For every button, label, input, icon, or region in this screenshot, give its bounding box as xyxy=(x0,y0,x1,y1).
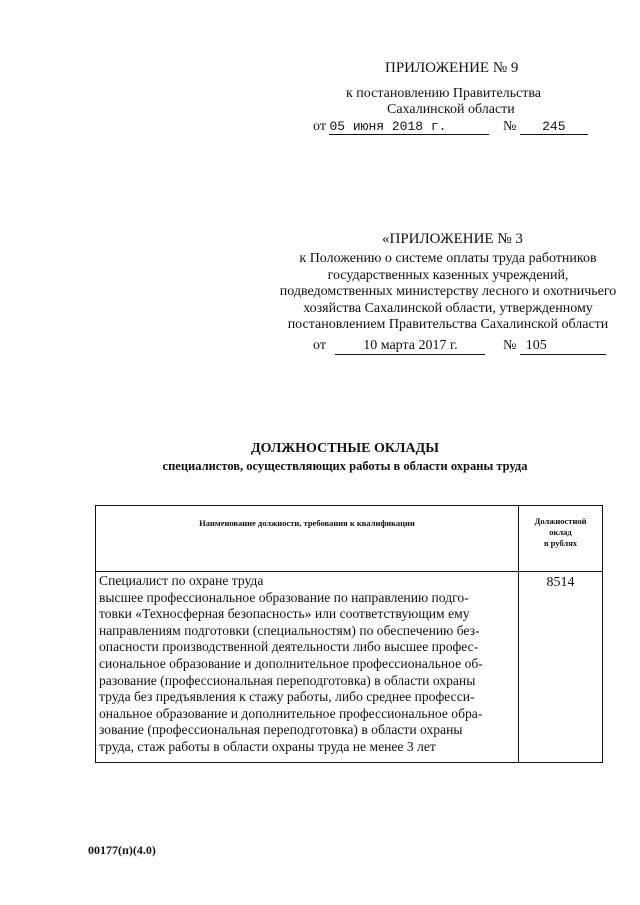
requirement-line: ональное образование и дополнительное профессиональное обра- xyxy=(99,705,483,721)
annex9-from-label: от xyxy=(313,119,326,134)
annex3-line: к Положению о системе оплаты труда работников xyxy=(299,251,597,266)
header-salary-line: в рублях xyxy=(543,538,578,548)
header-salary xyxy=(519,506,603,572)
footer-code: 00177(п)(4.0) xyxy=(88,843,156,857)
position-cell xyxy=(96,572,519,763)
annex9-line1: к постановлению Правительства xyxy=(346,86,542,101)
document-title: ДОЛЖНОСТНЫЕ ОКЛАДЫ xyxy=(251,441,439,456)
annex3-line: подведомственных министерству лесного и охотничьего xyxy=(279,284,617,299)
salary-cell xyxy=(519,572,603,763)
requirement-line: опасности производственной деятельности либо высшее профес- xyxy=(99,639,479,655)
requirement-line: труда, стаж работы в области охраны труда не менее 3 лет xyxy=(99,738,436,754)
table-header-row xyxy=(96,506,603,572)
requirement-line: сиональное образование и дополнительное профессиональное об- xyxy=(99,655,483,671)
annex3-title: «ПРИЛОЖЕНИЕ № 3 xyxy=(382,231,523,247)
salary-table xyxy=(95,505,603,763)
table-row xyxy=(96,572,603,763)
position-title: Специалист по охране труда xyxy=(99,573,264,588)
header-position xyxy=(96,506,519,572)
annex9-num-label: № xyxy=(502,119,517,134)
requirement-line: товки «Техносферная безопасность» или соответствующим ему xyxy=(99,606,470,622)
header-position-label: Наименование должности, требования к квалификации xyxy=(199,518,415,528)
header-salary-line: оклад xyxy=(549,527,572,537)
document-subtitle: специалистов, осуществляющих работы в области охраны труда xyxy=(162,459,528,473)
annex3-line: государственных казенных учреждений, xyxy=(327,267,569,283)
annex9-title: ПРИЛОЖЕНИЕ № 9 xyxy=(385,60,519,76)
annex3-date: 10 марта 2017 г. xyxy=(335,338,485,355)
annex3-date-line xyxy=(313,338,606,355)
annex3-lines xyxy=(248,251,640,334)
annex3-line: хозяйства Сахалинской области, утвержденному xyxy=(303,300,593,316)
annex3-from-label: от xyxy=(313,338,326,353)
requirement-line: труда без предъявления к стажу работы, либо среднее професси- xyxy=(99,689,475,705)
annex9-date-line xyxy=(313,119,588,135)
requirement-line: разование (профессиональная переподготовка) в области охраны xyxy=(99,672,476,688)
salary-value: 8514 xyxy=(546,575,575,590)
requirement-line: направлениям подготовки (специальностям) по обеспечению без- xyxy=(99,622,480,638)
requirement-line: зование (профессиональная переподготовка) в области охраны xyxy=(99,722,463,738)
annex9-number: 245 xyxy=(520,119,588,135)
annex3-line: постановлением Правительства Сахалинской области xyxy=(287,317,609,332)
annex9-date: 05 июня 2018 г. xyxy=(329,119,489,135)
annex3-num-label: № xyxy=(502,338,517,353)
header-salary-line: Должностной xyxy=(534,516,587,526)
requirement-line: высшее профессиональное образование по направлению подго- xyxy=(99,589,469,605)
annex9-line2: Сахалинской области xyxy=(387,102,515,117)
annex3-number: 105 xyxy=(520,338,606,355)
